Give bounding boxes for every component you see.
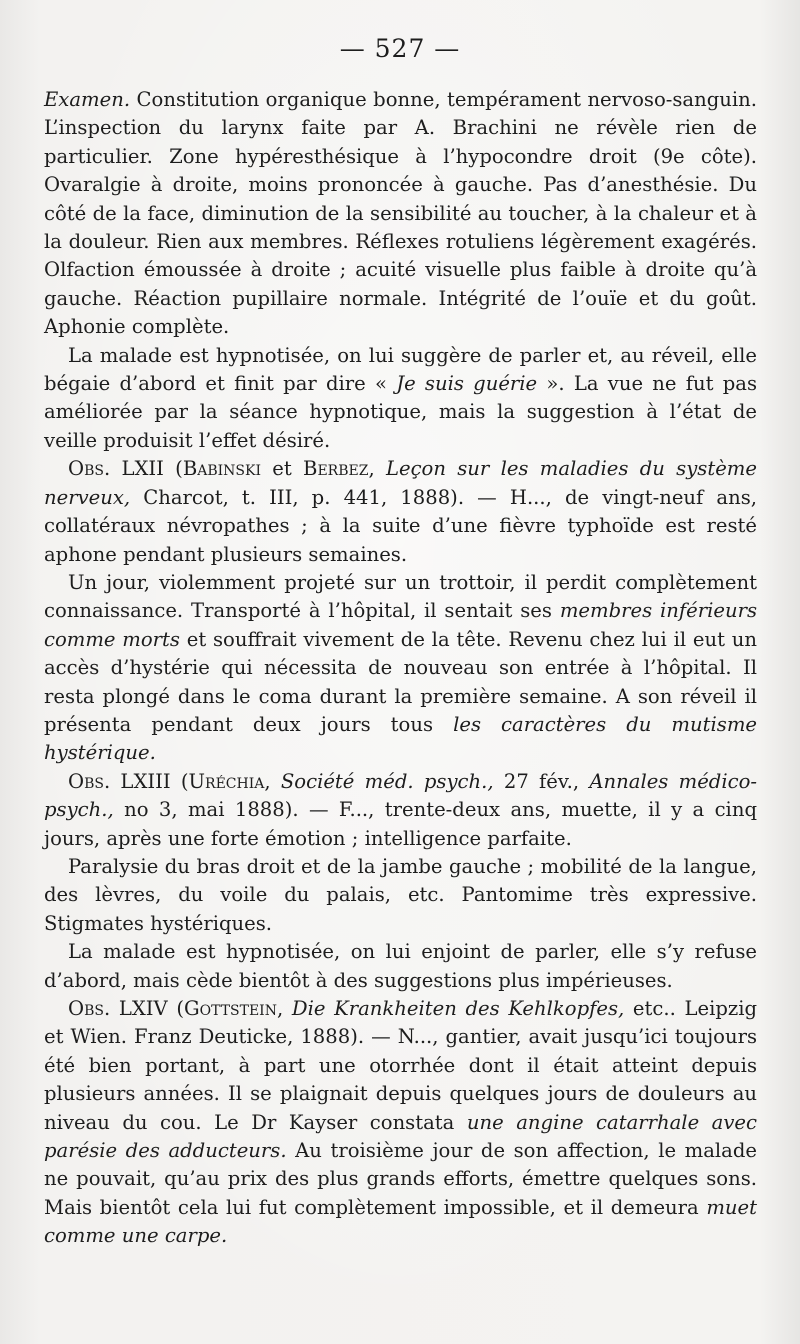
small-caps-text: Obs. LXIV ( <box>68 997 184 1020</box>
small-caps-text: Berbez <box>303 457 369 481</box>
italic-text: Annales médico-psych., <box>44 769 758 822</box>
text-run: , <box>264 769 281 793</box>
text-run: et souffrait vivement de la tête. Revenu chez lui il eut un accès d’hystérie qui nécessita de nouveau son entrée à l’hôpital. Il resta plongé dans le coma durant la première semaine. A son réveil il présenta pendant deux jours tous <box>44 627 757 736</box>
text-run: Paralysie du bras droit et de la jambe gauche ; mobilité de la langue, des lèvres, du voile du palais, etc. Pantomime très expressive. Stigmates hystériques. <box>44 854 757 935</box>
page-number: — 527 — <box>339 34 461 63</box>
paragraph <box>44 569 757 768</box>
paragraph <box>44 938 757 995</box>
italic-text: Je suis guérie <box>396 372 538 396</box>
paragraph <box>44 455 757 569</box>
text-run: La malade est hypnotisée, on lui enjoint de parler, elle s’y refuse d’abord, mais cède bientôt à des suggestions plus impérieuses. <box>44 940 757 992</box>
italic-text: les caractères du mutisme hystérique. <box>44 712 758 765</box>
paragraph <box>44 995 757 1251</box>
italic-text: membres inférieurs comme morts <box>44 599 758 651</box>
small-caps-text: Babinski <box>182 457 261 481</box>
small-caps-text: Obs. LXIII ( <box>68 769 189 793</box>
text-run: , <box>276 997 292 1020</box>
italic-text: muet comme une carpe. <box>44 1195 757 1248</box>
italic-text: Leçon sur les maladies du système nerveux, <box>44 457 757 509</box>
text-run: etc.. Leipzig et Wien. Franz Deuticke, 1888). — N..., gantier, avait jusqu’ici toujours été bien portant, à part une otorrhée dont il était atteint depuis plusieurs années. Il se plaignait depuis quelques jours de douleurs au niveau du cou. Le Dr Kayser constata <box>44 997 758 1134</box>
paragraph <box>44 86 757 342</box>
text-run: Charcot, t. III, p. 441, 1888). — H..., de vingt-neuf ans, collatéraux névropathes ; à la suite d’une fièvre typhoïde est resté aphone pendant plusieurs semaines. <box>44 485 757 566</box>
small-caps-text: Obs. LXII ( <box>68 457 183 481</box>
small-caps-text: Uréchia <box>188 769 265 793</box>
text-run: 27 fév., <box>493 769 590 793</box>
page-body <box>44 86 757 1251</box>
italic-text: Société méd. psych., <box>280 769 494 793</box>
text-run: Constitution organique bonne, tempérament nervoso-sanguin. L’inspection du larynx faite par A. Brachini ne révèle rien de particulier. Zone hypéresthésique à l’hypocondre droit (9e côte). Ovaralgie à droite, moins prononcée à gauche. Pas d’anesthésie. Du côté de la face, diminution de la sensibilité au toucher, à la chaleur et à la douleur. Rien aux membres. Réflexes rotuliens légèrement exagérés. Olfaction émoussée à droite ; acuité visuelle plus faible à droite qu’à gauche. Réaction pupillaire normale. Intégrité de l’ouïe et du goût. Aphonie complète. <box>44 88 757 339</box>
text-run: , <box>368 457 386 481</box>
italic-text: Examen. <box>44 88 131 111</box>
text-run: ». La vue ne fut pas améliorée par la séance hypnotique, mais la suggestion à l’état de veille produisit l’effet désiré. <box>44 372 757 452</box>
paragraph <box>44 768 757 853</box>
text-run: et <box>261 457 304 481</box>
paragraph <box>44 853 757 938</box>
paragraph <box>44 342 757 456</box>
text-run: Un jour, violemment projeté sur un trottoir, il perdit complètement connaissance. Transporté à l’hôpital, il sentait ses <box>44 570 757 623</box>
text-run: Au troisième jour de son affection, le malade ne pouvait, qu’au prix des plus grands efforts, émettre quelques sons. Mais bientôt cela lui fut complètement impossible, et il demeura <box>44 1139 757 1219</box>
text-run: La malade est hypnotisée, on lui suggère de parler et, au réveil, elle bégaie d’abord et finit par dire « <box>44 343 757 396</box>
italic-text: Die Krankheiten des Kehlkopfes, <box>291 997 625 1020</box>
small-caps-text: Gottstein <box>183 997 277 1020</box>
text-run: no 3, mai 1888). — F..., trente-deux ans, muette, il y a cinq jours, après une forte émotion ; intelligence parfaite. <box>44 798 757 850</box>
italic-text: une angine catarrhale avec parésie des adducteurs. <box>44 1110 757 1163</box>
